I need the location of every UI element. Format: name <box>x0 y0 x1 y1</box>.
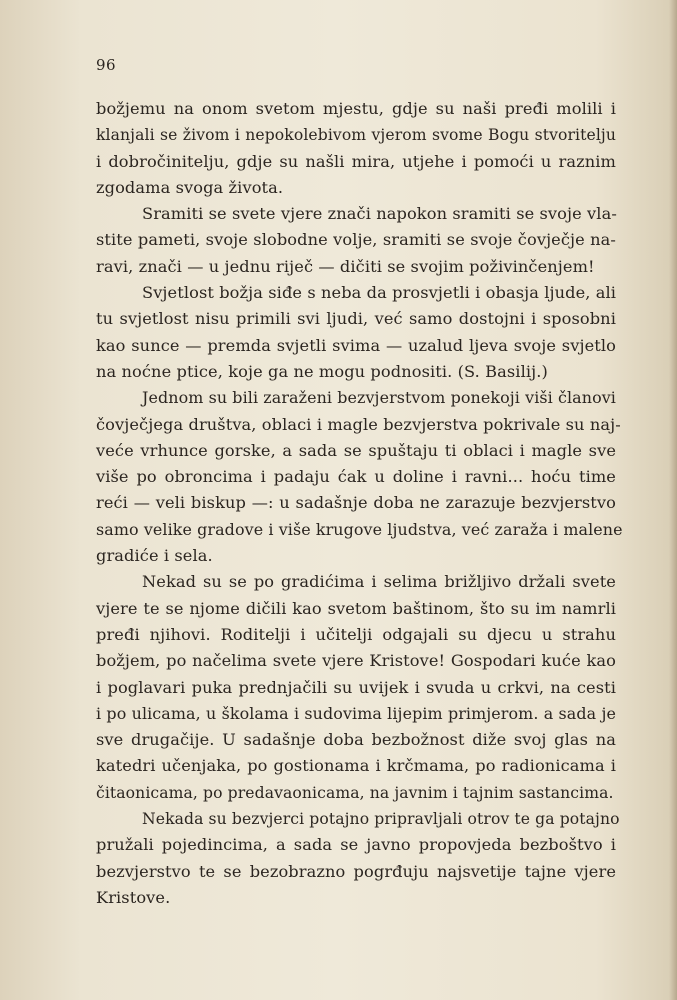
text-line: gradiće i sela. <box>96 546 213 566</box>
text-line: kao sunce — premda svjetli svima — uzalud ljeva svoje svjetlo <box>96 335 616 355</box>
text-line: vjere te se njome dičili kao svetom baštinom, što su im namrli <box>96 598 616 618</box>
text-line: Jednom su bili zaraženi bezvjerstvom ponekoji viši članovi <box>142 388 616 408</box>
text-line: čitaonicama, po predavaonicama, na javnim i tajnim sastancima. <box>96 783 614 802</box>
text-line: bezvjerstvo te se bezobrazno pogrđuju najsvetije tajne vjere <box>96 861 616 881</box>
text-line: Kristove. <box>96 887 171 907</box>
text-line: reći — veli biskup —: u sadašnje doba ne zarazuje bezvjerstvo <box>96 493 616 513</box>
text-line: Sramiti se svete vjere znači napokon sramiti se svoje vla- <box>142 204 617 224</box>
text-line: katedri učenjaka, po gostionama i krčmama, po radionicama i <box>96 756 616 776</box>
text-line: božjemu na onom svetom mjestu, gdje su naši pređi molili i <box>96 99 616 118</box>
text-line: tu svjetlost nisu primili svi ljudi, već samo dostojni i sposobni <box>96 309 616 329</box>
text-line: pružali pojedincima, a sada se javno propovjeda bezboštvo i <box>96 835 616 855</box>
body-text <box>96 96 623 911</box>
text-line: više po obroncima i padaju ćak u doline i ravni... hoću time <box>96 467 616 487</box>
text-line: sve drugačije. U sadašnje doba bezbožnost diže svoj glas na <box>96 730 616 750</box>
text-line: zgodama svoga života. <box>96 177 284 197</box>
text-line: Nekad su se po gradićima i selima brižljivo držali svete <box>142 572 616 592</box>
text-line: božjem, po načelima svete vjere Kristove! Gospodari kuće kao <box>96 651 616 671</box>
text-line: veće vrhunce gorske, a sada se spuštaju ti oblaci i magle sve <box>96 440 616 460</box>
text-line: i poglavari puka prednjačili su uvijek i svuda u crkvi, na cesti <box>96 677 616 697</box>
text-line: klanjali se živom i nepokolebivom vjerom svome Bogu stvoritelju <box>96 126 616 145</box>
text-line: i po ulicama, u školama i sudovima lijepim primjerom. a sada je <box>96 703 616 723</box>
text-line: Nekada su bezvjerci potajno pripravljali otrov te ga potajno <box>142 810 620 829</box>
text-line: pređi njihovi. Roditelji i učitelji odgajali su djecu u strahu <box>96 624 616 644</box>
text-line: stite pameti, svoje slobodne volje, sramiti se svoje čovječje na- <box>96 230 616 250</box>
text-line: čovječjega društva, oblaci i magle bezvjerstva pokrivale su naj- <box>96 414 621 434</box>
text-line: ravi, znači — u jednu riječ — dičiti se svojim poživinčenjem! <box>96 256 595 276</box>
text-line: na noćne ptice, koje ga ne mogu podnositi. (S. Basilij.) <box>96 361 548 381</box>
page-edge-shadow <box>669 0 677 1000</box>
text-line: samo velike gradove i više krugove ljudstva, već zaraža i malene <box>96 519 623 539</box>
text-line: Svjetlost božja siđe s neba da prosvjetli i obasja ljude, ali <box>142 283 617 303</box>
page-number: 96 <box>96 56 117 74</box>
text-line: i dobročinitelju, gdje su našli mira, utjehe i pomoći u raznim <box>96 151 616 171</box>
